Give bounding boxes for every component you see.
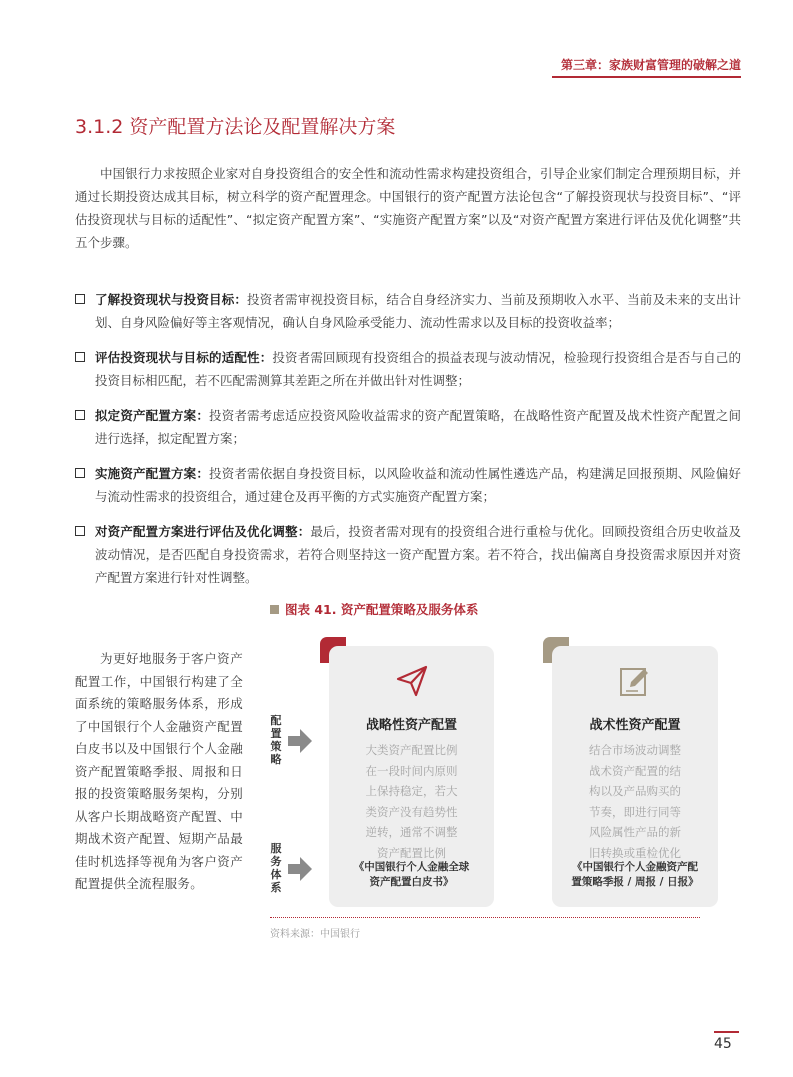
step-title: 了解投资现状与投资目标： (95, 292, 248, 307)
card-line: 大类资产配置比例 (365, 743, 458, 757)
figure-title (270, 600, 478, 618)
strategic-allocation-card (329, 646, 494, 907)
step-item (75, 462, 741, 508)
card-title: 战略性资产配置 (365, 718, 457, 733)
checkbox-bullet-icon (75, 352, 85, 362)
checkbox-bullet-icon (75, 294, 85, 304)
card-title: 战术性资产配置 (589, 718, 681, 733)
tactical-allocation-card (552, 646, 718, 907)
paper-plane-icon (395, 664, 429, 698)
card-line: 上保持稳定，若大 (365, 784, 458, 798)
page-number: 45 (714, 1036, 732, 1052)
step-title: 拟定资产配置方案： (95, 408, 210, 423)
card-line: 在一段时间内原则 (365, 763, 458, 778)
step-item (75, 288, 741, 334)
checkbox-bullet-icon (75, 526, 85, 536)
step-text: 投资者需回顾现有投资组合的损益表现与波动情况，检验现行投资组合是否与自己的投资目标相匹配，若不匹配需测算其差距之所在并做出针对性调整； (95, 350, 741, 388)
checkbox-bullet-icon (75, 468, 85, 478)
step-text: 投资者需依据自身投资目标，以风险收益和流动性属性遴选产品，构建满足回报预期、风险偏好与流动性需求的投资组合，通过建仓及再平衡的方式实施资产配置方案； (95, 466, 741, 504)
service-label: 服务体系 (270, 842, 282, 894)
step-text: 最后，投资者需对现有的投资组合进行重检与优化。回顾投资组合历史收益及波动情况，是否匹配自身投资需求，若符合则坚持这一资产配置方案。若不符合，找出偏离自身投资需求原因并对资产配置方案进行针对性调整。 (95, 524, 741, 585)
card-line: 类资产没有趋势性 (365, 804, 458, 819)
card-line: 旧转换或重检优化 (589, 845, 681, 860)
card-ref-line: 《中国银行个人金融资产配 (572, 861, 698, 873)
card-ref-line: 置策略季报 / 周报 / 日报》 (571, 876, 699, 888)
card-line: 逆转，通常不调整 (365, 825, 458, 839)
figure-title-text: 图表 41. 资产配置策略及服务体系 (285, 602, 479, 617)
figure-source: 资料来源：中国银行 (270, 929, 360, 940)
arrow-right-icon (286, 727, 314, 755)
card-reference (552, 860, 718, 890)
figure-side-text: 为更好地服务于客户资产配置工作，中国银行构建了全面系统的策略服务体系，形成了中国银行个人金融资产配置白皮书以及中国银行个人金融资产配置策略季报、周报和日报的投资策略服务架构，分别从客户长期战略资产配置、中期战术资产配置、短期产品最佳时机选择等视角为客户资产配置提供全流程服务。 (75, 651, 243, 891)
step-item (75, 404, 741, 450)
card-reference (329, 860, 494, 890)
section-title: 3.1.2 资产配置方法论及配置解决方案 (75, 116, 396, 138)
strategy-label: 配置策略 (270, 714, 282, 766)
step-text: 投资者需审视投资目标，结合自身经济实力、当前及预期收入水平、当前及未来的支出计划、自身风险偏好等主客观情况，确认自身风险承受能力、流动性需求以及目标的投资收益率； (95, 292, 741, 330)
card-description (329, 740, 494, 863)
card-description (552, 740, 718, 863)
card-line: 构以及产品购买的 (589, 784, 681, 798)
step-item (75, 346, 741, 392)
card-line: 资产配置比例 (377, 845, 446, 860)
steps-list (75, 288, 741, 601)
figure-divider (270, 917, 700, 918)
edit-pencil-icon (618, 664, 652, 698)
step-title: 实施资产配置方案： (95, 466, 210, 481)
step-item (75, 520, 741, 589)
card-line: 节奏，即进行同等 (589, 804, 681, 819)
card-line: 战术资产配置的结 (589, 763, 681, 778)
page-number-rule (714, 1031, 739, 1033)
step-title: 评估投资现状与目标的适配性： (95, 350, 273, 365)
chapter-rule (552, 76, 741, 78)
intro-paragraph: 中国银行力求按照企业家对自身投资组合的安全性和流动性需求构建投资组合，引导企业家们制定合理预期目标，并通过长期投资达成其目标，树立科学的资产配置理念。中国银行的资产配置方法论包含“了解投资现状与投资目标”、“评估投资现状与目标的适配性”、“拟定资产配置方案”、“实施资产配置方案”以及“对资产配置方案进行评估及优化调整”共五个步骤。 (75, 166, 741, 250)
card-line: 结合市场波动调整 (589, 743, 681, 757)
step-text: 投资者需考虑适应投资风险收益需求的资产配置策略，在战略性资产配置及战术性资产配置之间进行选择，拟定配置方案； (95, 408, 741, 446)
square-marker-icon (270, 605, 279, 614)
arrow-right-icon (286, 855, 314, 883)
card-ref-line: 资产配置白皮书》 (369, 876, 454, 888)
card-ref-line: 《中国银行个人金融全球 (353, 861, 470, 873)
chapter-header: 第三章：家族财富管理的破解之道 (560, 58, 741, 72)
step-title: 对资产配置方案进行评估及优化调整： (95, 524, 311, 539)
checkbox-bullet-icon (75, 410, 85, 420)
card-line: 风险属性产品的新 (589, 825, 681, 839)
